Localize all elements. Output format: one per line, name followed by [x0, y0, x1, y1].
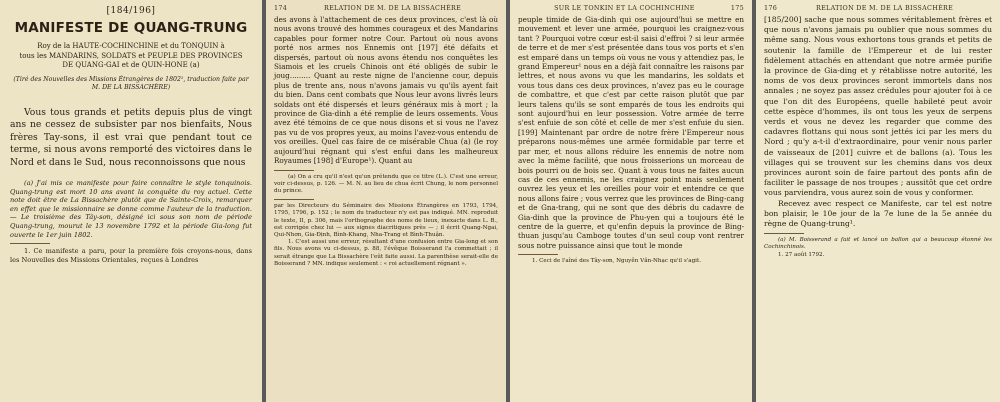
subtitle-line-1: Roy de la HAUTE-COCHINCHINE et du TONQUIN à: [37, 42, 225, 50]
footnote-divider: [518, 254, 558, 255]
footnote-a: (a) On a cru qu'il n'est qu'un prétendu que ce titre (L.). C'est une erreur, voir ci-dessus, p. 126. — M. N. au lieu de chua écrit Chung, le nom personnel du prince.: [274, 173, 498, 194]
footnote-divider: [764, 233, 804, 234]
running-head-title: RELATION DE M. DE LA BISSACHÈRE: [323, 4, 462, 12]
page-manifesto-title: [0, 0, 262, 402]
page-174: [266, 0, 506, 402]
manifesto-title: MANIFESTE DE QUANG-TRUNG: [14, 20, 248, 36]
page-175: [510, 0, 752, 402]
footnote-1: 1. C'est aussi une erreur, résultant d'une confusion entre Gia-long et son fils. Nous avons vu ci-dessus, p. 88, l'évêque Boisserand l'a commettait ; il serait étrange que La Bissachère l'eût faite aussi. La parenthèse serait-elle de Boisserand ? MN. indique seulement : « roi actuellement régnant ».: [274, 239, 498, 267]
running-head-title: SUR LE TONKIN ET LA COCHINCHINE: [554, 4, 695, 12]
page-number: 176: [764, 4, 778, 12]
footnote-continuation: par les Directeurs du Séminaire des Missions Étrangères en 1793, 1794, 1795, 1796, p. 152 ; le nom du traducteur n'y est pas indiqué. MN. reproduit le texte, II, p. 306, mais l'orthographe des noms de lieux, inexacte dans L. B., est corrigée chez lui — aux signes diacritiques près — ; il écrit Quang-Ngai, Qui-Nhơn, Gia-Định, Bình-Khang, Nha-Trang et Bình-Thuận.: [274, 203, 498, 238]
footnote-divider: [10, 243, 50, 244]
footnote-1: 1. 27 août 1792.: [778, 251, 825, 258]
running-head: [764, 4, 992, 12]
page-number: 174: [274, 4, 288, 12]
closing-paragraph: Recevez avec respect ce Manifeste, car tel est notre bon plaisir, le 10e jour de la 7e lune de la 5e année du règne de Quang-trung¹.: [764, 198, 992, 229]
page-176: [756, 0, 1000, 402]
subtitle-line-3: DE QUANG-GAI et de QUIN-HONE (a): [62, 61, 200, 70]
page-number: 175: [730, 4, 744, 12]
subtitle-line-2: tous les MANDARINS, SOLDATS et PEUPLE DES PROVINCES: [19, 51, 243, 60]
body-text: des avons à l'attachement de ces deux provinces, c'est là où nous avons trouvé des hommes courageux et des Mandarins capables pour former notre Cour. Partout où nous avons porté nos armes nos Ennemis ont [197] été défaits et dispersés, partout où nous avons étendu nos conquêtes les Siamois et les cruels Chinois ont été obligés de subir le joug......... Quant au reste nigne de l'ancienne cour, depuis plus de trente ans, nous n'avons jamais vu qu'ils ayent fait du bien. Dans cent combats que Nous leur avons livrés leurs soldats ont été dispersés et leurs généraux mis à mort ; la province de Gia-dinh a été remplie de leurs ossements. Vous avez été témoins de ce que nous disons et si vous ne l'avez pas vu de vos propres yeux, au moins l'avez-vous entendu de vos oreilles. Quel cas faire de ce misérable Chua (a) (le roy aujourd'hui régnant qui s'est enfui dans les malheureux Royaumes [198] d'Europe¹). Quant au: [274, 15, 498, 166]
footnote-1: 1. Ceci de l'aîné des Tây-sơn, Nguyễn Văn-Nhạc qu'il s'agit.: [532, 258, 701, 265]
source-note: (Tiré des Nouvelles des Missions Étrangères de 1802¹, traduction faite par M. DE LA BISSACHÈRE): [13, 75, 249, 92]
footnote-a: (a) J'ai mis ce manifeste pour faire connaître le style tonquinois. Quang-trung est mort 10 ans avant la conquête du roy actuel. Cette note doit être de La Bissachère plutôt que de Sainte-Croix, remarquer en effet que le missionnaire se donne comme l'auteur de la traduction. — Le troisième des Tây-sơn, désigné ici sous son nom de période Quang-trung, mourut le 13 novembre 1792 et la période Gia-long fut ouverte le 1er juin 1802.: [10, 179, 252, 239]
body-text: [185/200] sache que nous sommes véritablement frères et que nous n'avons jamais pu oublier que nous sommes du même sang. Nous vous exhortons tous grands et petits de soutenir la famille de l'Empereur et de lui rester fidèlement attachés en attendant que notre armée purifie la province de Gia-ding et y rétablisse notre autorité, les noms de vos deux provinces seront immortels dans nos annales ; ne soyez pas assez crédules pour ajouter foi à ce que l'on dit des Européens, quelle habileté peut avoir cette espèce d'hommes, ils ont tous les yeux de serpens verds et vous ne devez les regarder que comme des cadavres flottans qui nous sont jettés ici par les mers du Nord ; qu'y a-t-il d'extraordinaire, pour venir nous parler de vaisseaux de [201] cuivre et de ballons (a). Tous les villages qui se trouvent sur les chemins dans vos deux provinces auront soin de faire partout des ponts afin de faciliter le passage de nos troupes ; aussitôt que cet ordre vous parviendra, vous aurez soin de vous y conformer.: [764, 15, 992, 198]
footnote-divider: [274, 199, 314, 200]
footnote-1: 1. Ce manifeste a paru, pour la première fois croyons-nous, dans les Nouvelles des Missions Orientales, reçues à Londres: [10, 247, 252, 264]
footnote-a: (a) M. Boisserand a fait et lancé un ballon qui a beaucoup étonné les Cochinchinois.: [764, 237, 992, 251]
footnote-divider: [274, 170, 314, 171]
body-text: peuple timide de Gia-dinh qui ose aujourd'hui se mettre en mouvement et lever une armée, pourquoi les craignez-vous tant ? Pourquoi votre cœur est-il saisi d'effroi ? si leur armée de terre et de mer s'est présentée dans tous vos ports et s'en est emparé dans un temps où vous ne vous y attendiez pas, le grand Empereur¹ nous en a déjà fait connaître les raisons par lettres, et nous avons vu que les mandarins, les soldats et vous tous dans ces deux provinces, n'avez pas eu le courage de combattre, et que c'est par cette raison plutôt que par leurs talens qu'ils se sont emparés de tous les endroits qui sont aujourd'hui en leur possession. Votre armée de terre s'est enfuie de son côté et celle de mer s'est enfuie du sien. [199] Maintenant par ordre de notre frère l'Empereur nous préparons nous-mêmes une armée formidable par terre et par mer, et nous allons réduire les ennemis de notre nom avec la même facilité, que nous froisserions un morceau de bois pourri ou de bois sec. Quant à vous tous ne faites aucun cas de ces ennemis, ne les craignez point mais seulement ouvrez les yeux et les oreilles pour voir et entendre ce que nous allons faire ; vous verrez que les provinces de Bing-cang et de Gna-trang, qui ne sont que des débris du cadavre de Gia-dinh que la province de Phu-yen qui a toujours été le centre de la guerre, et qu'enfin depuis la province de Bing-thuan jusqu'au Camboge toutes d'un seul coup vont rentrer sous notre puissance ainsi que tout le monde: [518, 15, 744, 250]
running-head: [518, 4, 744, 12]
running-head: [274, 4, 498, 12]
page-number: [184/196]: [106, 6, 156, 16]
manifesto-opening-text: Vous tous grands et petits depuis plus de vingt ans ne cessez de subsister par nos bienfaits, Nous frères Tay-sons, il est vrai que pendant tout ce terme, si nous avons remporté des victoires dans le Nord et dans le Sud, nous reconnoissons que nous: [10, 106, 252, 168]
running-head-title: RELATION DE M. DE LA BISSACHÈRE: [815, 4, 954, 12]
